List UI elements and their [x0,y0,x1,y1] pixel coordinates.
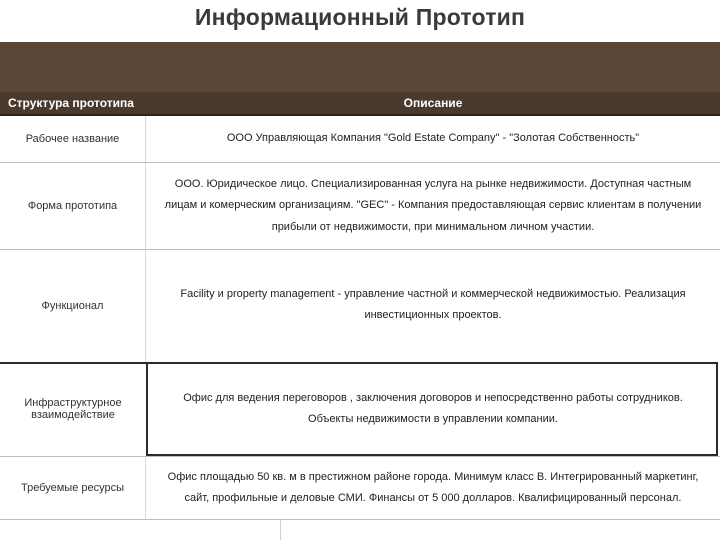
row-label: Форма прототипа [0,163,146,249]
row-label: Функционал [0,250,146,362]
row-label: Инфраструктурное взаимодействие [24,397,122,421]
decorative-band [0,42,720,92]
row-description: ООО Управляющая Компания "Gold Estate Company" - "Золотая Собственность" [226,132,640,145]
row-description: Facility и property management - управление частной и коммерческой недвижимостью. Реализация инвестиционных проектов. [180,288,686,322]
table-row-functionality [0,250,720,362]
header-structure: Структура прототипа [8,96,134,110]
table-row-infrastructure [0,362,720,456]
table-row-prototype-form [0,163,720,249]
column-divider [280,520,281,540]
table-row-empty [0,520,720,540]
table-row-resources [0,457,720,519]
table-row-working-name [0,116,720,162]
row-description: ООО. Юридическое лицо. Специализированная услуга на рынке недвижимости. Доступная частным лицам и комерческим организациям. "GEC" - Компания предоставляющая сервис клиентам в получении прибыли от недвижимости, при минимальном личном участии. [164,177,702,233]
title-bar [0,0,720,42]
slide-title: Информационный Прототип [194,4,526,30]
prototype-table [0,92,720,540]
row-description: Офис для ведения переговоров , заключения договоров и непосредственно работы сотрудников. Объекты недвижимости в управлении компании. [183,391,683,425]
row-label: Требуемые ресурсы [0,457,146,519]
row-description: Офис площадью 50 кв. м в престижном районе города. Минимум класс B. Интегрированный маркетинг, сайт, профильные и деловые СМИ. Финансы от 5 000 долларов. Квалифицированный персонал. [167,470,699,504]
table-header-row [0,92,720,116]
header-description: Описание [403,96,463,110]
row-label: Рабочее название [0,116,146,162]
